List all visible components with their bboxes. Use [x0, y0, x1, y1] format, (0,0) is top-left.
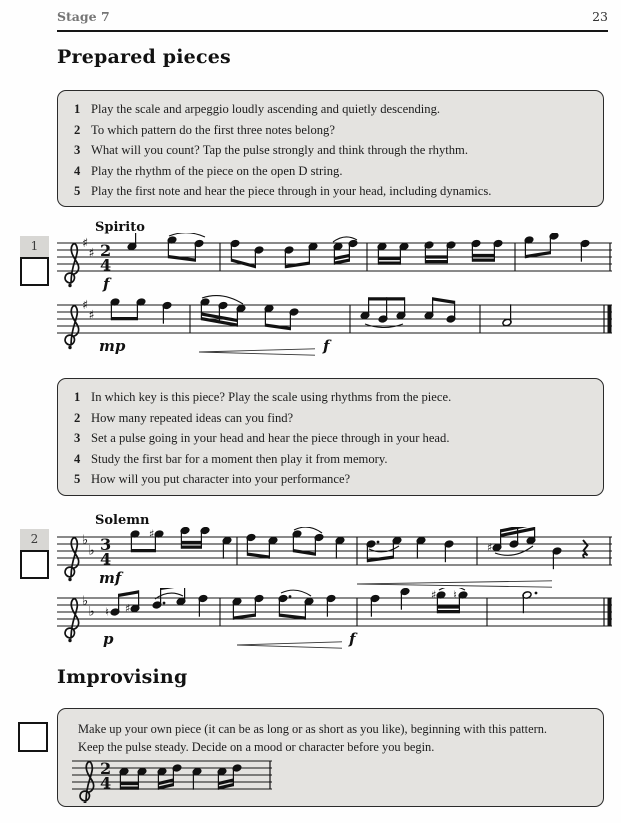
svg-text:2: 2	[100, 759, 112, 778]
section-title-prepared-pieces: Prepared pieces	[57, 46, 231, 68]
svg-text:4: 4	[100, 255, 112, 275]
svg-text:2: 2	[100, 241, 112, 260]
item-number: 5	[74, 472, 81, 487]
item-text: To which pattern do the first three notes belong?	[91, 122, 335, 137]
item-number: 1	[74, 390, 81, 404]
item-number: 3	[74, 143, 81, 158]
instruction-item	[74, 99, 593, 120]
item-number: 3	[74, 431, 81, 446]
piece-number-badge: 2	[20, 529, 49, 550]
item-text: Play the rhythm of the piece on the open D string.	[91, 163, 343, 178]
section-title-improvising: Improvising	[57, 666, 188, 688]
item-number: 4	[74, 451, 81, 466]
music-staff-improvising-pattern	[72, 753, 272, 803]
improvising-checkbox[interactable]	[18, 722, 48, 752]
svg-text:3: 3	[100, 535, 112, 554]
instruction-box-1	[57, 90, 604, 207]
item-number: 2	[74, 410, 81, 425]
instruction-item	[74, 181, 593, 202]
item-text: Play the first note and hear the piece through in your head, including dynamics.	[91, 184, 492, 199]
item-text: In which key is this piece? Play the scale using rhythms from the piece.	[91, 390, 452, 404]
svg-text:♭: ♭	[88, 604, 95, 620]
header-rule	[57, 30, 608, 32]
item-text: Set a pulse going in your head and hear the piece through in your head.	[91, 431, 450, 446]
instruction-item	[74, 120, 593, 141]
svg-text:♯: ♯	[82, 297, 89, 312]
svg-text:4: 4	[100, 549, 112, 569]
svg-text:♯: ♯	[125, 602, 131, 615]
svg-text:♯: ♯	[149, 527, 155, 541]
piece-checkbox[interactable]	[20, 550, 49, 579]
item-number: 1	[74, 102, 81, 116]
svg-text:♭: ♭	[88, 543, 95, 559]
music-staff-piece1-line1	[57, 233, 612, 297]
svg-text:♭: ♭	[82, 533, 89, 548]
instruction-item	[74, 140, 593, 161]
item-text: How many repeated ideas can you find?	[91, 410, 294, 425]
improvising-text-line2: Keep the pulse steady. Decide on a mood or character before you begin.	[78, 740, 435, 754]
item-text: What will you count? Tap the pulse strongly and think through the rhythm.	[91, 143, 468, 158]
tempo-marking: Spirito	[95, 220, 145, 235]
item-text: How will you put character into your performance?	[91, 472, 351, 487]
instruction-item	[74, 469, 593, 490]
svg-text:♮: ♮	[453, 588, 457, 602]
svg-text:♯: ♯	[88, 307, 95, 322]
instruction-item	[74, 428, 593, 449]
page-number: 23	[592, 9, 608, 24]
item-text: Play the scale and arpeggio loudly ascending and quietly descending.	[91, 102, 441, 116]
instruction-item	[74, 449, 593, 470]
svg-text:♯: ♯	[88, 245, 95, 260]
item-number: 2	[74, 122, 81, 137]
instruction-box-2	[57, 378, 604, 496]
tempo-marking: Solemn	[95, 513, 150, 528]
improvising-text-line1: Make up your own piece (it can be as long or as short as you like), beginning with this pattern.	[78, 722, 548, 736]
instruction-item	[74, 161, 593, 182]
svg-text:♭: ♭	[82, 594, 89, 609]
svg-text:♯: ♯	[487, 541, 493, 554]
item-number: 5	[74, 184, 81, 199]
svg-text:♯: ♯	[431, 588, 437, 602]
music-staff-piece2-line1	[57, 527, 612, 591]
svg-text:f: f	[103, 275, 110, 293]
page-header-stage: Stage 7	[57, 9, 110, 24]
item-number: 4	[74, 163, 81, 178]
improvising-box	[57, 708, 604, 807]
instruction-item	[74, 408, 593, 429]
svg-text:f: f	[349, 630, 356, 648]
music-staff-piece1-line2	[57, 295, 612, 359]
item-text: Study the first bar for a moment then play it from memory.	[91, 451, 388, 466]
svg-text:♮: ♮	[105, 605, 109, 619]
svg-text:mf: mf	[99, 569, 122, 587]
svg-text:♯: ♯	[82, 235, 89, 250]
svg-text:4: 4	[100, 773, 112, 793]
svg-text:p: p	[103, 630, 114, 648]
svg-text:mp: mp	[99, 337, 126, 355]
piece-checkbox[interactable]	[20, 257, 49, 286]
music-staff-piece2-line2	[57, 588, 612, 652]
instruction-item	[74, 387, 593, 408]
svg-text:f: f	[323, 337, 330, 355]
piece-number-badge: 1	[20, 236, 49, 257]
